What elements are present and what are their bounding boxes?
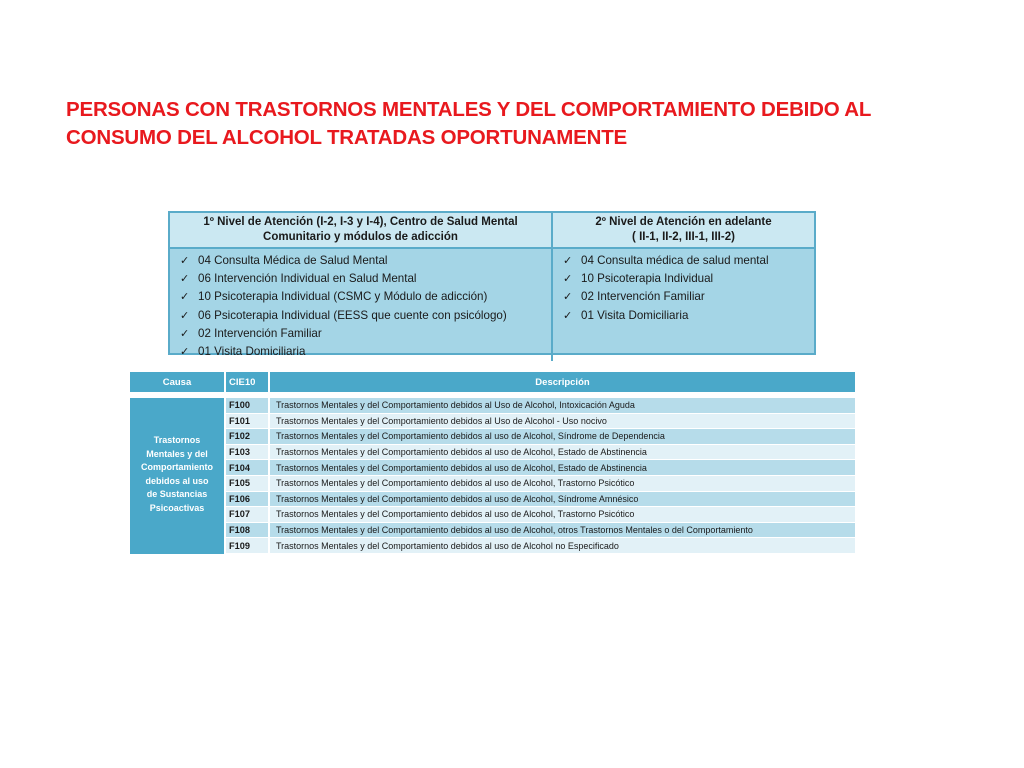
cie10-code: F104 xyxy=(226,460,268,475)
check-icon: ✓ xyxy=(180,291,190,304)
causa-line: Comportamiento xyxy=(141,462,213,472)
second-level-header xyxy=(553,213,814,249)
attention-levels-table xyxy=(168,211,816,359)
check-icon: ✓ xyxy=(563,255,573,267)
causa-line: de Sustancias xyxy=(146,489,208,499)
second-level-list xyxy=(563,252,806,325)
first-level-item xyxy=(180,307,543,325)
first-level-header xyxy=(170,213,553,249)
second-level-item-label: 10 Psicoterapia Individual xyxy=(581,272,714,286)
second-level-item xyxy=(563,288,806,306)
check-icon: ✓ xyxy=(180,327,190,340)
cie10-code: F100 xyxy=(226,398,268,413)
cie10-table-header xyxy=(130,372,855,392)
second-level-item-label: 04 Consulta médica de salud mental xyxy=(581,254,769,267)
first-level-item xyxy=(180,252,543,270)
cie10-table xyxy=(130,372,855,554)
cie10-code: F108 xyxy=(226,523,268,538)
cie10-code: F102 xyxy=(226,429,268,444)
first-level-header-line-1: 1º Nivel de Atención (I-2, I-3 y I-4), Centro de Salud Mental xyxy=(203,216,518,228)
cie10-description: Trastornos Mentales y del Comportamiento debidos al Uso de Alcohol, Intoxicación Aguda xyxy=(270,398,855,413)
check-icon: ✓ xyxy=(180,346,190,359)
first-level-item-label: 06 Intervención Individual en Salud Mental xyxy=(198,272,417,286)
slide-title-line-1: PERSONAS CON TRASTORNOS MENTALES Y DEL COMPORTAMIENTO DEBIDO AL xyxy=(66,98,872,121)
causa-line: debidos al uso xyxy=(145,475,209,486)
causa-cell xyxy=(130,398,224,554)
second-level-item xyxy=(563,252,806,270)
causa-line: Mentales y del xyxy=(146,448,208,459)
causa-line: Trastornos xyxy=(153,435,201,445)
cie10-code: F101 xyxy=(226,414,268,429)
second-level-header-line-2: ( II-1, II-2, III-1, III-2) xyxy=(632,231,735,243)
cie10-code: F106 xyxy=(226,492,268,507)
second-level-body xyxy=(553,249,814,361)
cie10-description: Trastornos Mentales y del Comportamiento debidos al uso de Alcohol, Síndrome Amnésico xyxy=(270,492,855,507)
check-icon: ✓ xyxy=(563,273,573,286)
first-level-item-label: 04 Consulta Médica de Salud Mental xyxy=(198,254,388,267)
first-level-item xyxy=(180,325,543,343)
check-icon: ✓ xyxy=(180,309,190,322)
cie10-code: F103 xyxy=(226,445,268,460)
cie10-code: F109 xyxy=(226,538,268,553)
first-level-item-label: 01 Visita Domiciliaria xyxy=(198,345,306,359)
first-level-header-line-2: Comunitario y módulos de adicción xyxy=(263,231,458,243)
check-icon: ✓ xyxy=(563,291,573,304)
second-level-item-label: 02 Intervención Familiar xyxy=(581,290,705,304)
first-level-item-label: 06 Psicoterapia Individual (EESS que cuente con psicólogo) xyxy=(198,308,507,322)
second-level-header-line-1: 2º Nivel de Atención en adelante xyxy=(595,216,772,228)
cie10-description: Trastornos Mentales y del Comportamiento debidos al uso de Alcohol no Especificado xyxy=(270,538,855,553)
cie10-description: Trastornos Mentales y del Comportamiento debidos al uso de Alcohol, Síndrome de Dependencia xyxy=(270,429,855,444)
cie10-description: Trastornos Mentales y del Comportamiento debidos al uso de Alcohol, Trastorno Psicótico xyxy=(270,476,855,491)
first-level-item xyxy=(180,343,543,361)
cie10-table-body xyxy=(130,398,855,554)
cie10-code: F105 xyxy=(226,476,268,491)
cie10-description: Trastornos Mentales y del Comportamiento debidos al uso de Alcohol, Estado de Abstinencia xyxy=(270,460,855,475)
first-level-item-label: 10 Psicoterapia Individual (CSMC y Módulo de adicción) xyxy=(198,290,488,304)
first-level-list xyxy=(180,252,543,361)
header-causa: Causa xyxy=(130,372,224,392)
second-level-item-label: 01 Visita Domiciliaria xyxy=(581,308,689,322)
check-icon: ✓ xyxy=(180,273,190,286)
check-icon: ✓ xyxy=(180,255,190,267)
causa-line: Psicoactivas xyxy=(149,502,205,513)
cie10-description: Trastornos Mentales y del Comportamiento debidos al uso de Alcohol, Estado de Abstinencia xyxy=(270,445,855,460)
slide-title-line-2: CONSUMO DEL ALCOHOL TRATADAS OPORTUNAMENTE xyxy=(66,126,628,149)
cie10-description: Trastornos Mentales y del Comportamiento debidos al Uso de Alcohol - Uso nocivo xyxy=(270,414,855,429)
second-level-item xyxy=(563,270,806,288)
check-icon: ✓ xyxy=(563,309,573,322)
header-descripcion: Descripción xyxy=(270,372,855,392)
first-level-body xyxy=(170,249,553,361)
first-level-item-label: 02 Intervención Familiar xyxy=(198,326,322,340)
second-level-item xyxy=(563,307,806,325)
cie10-description: Trastornos Mentales y del Comportamiento debidos al uso de Alcohol, Trastorno Psicótico xyxy=(270,507,855,522)
first-level-item xyxy=(180,270,543,288)
cie10-code: F107 xyxy=(226,507,268,522)
slide-title xyxy=(66,96,966,152)
header-cie10: CIE10 xyxy=(226,372,268,392)
first-level-item xyxy=(180,288,543,306)
cie10-description: Trastornos Mentales y del Comportamiento debidos al uso de Alcohol, otros Trastornos Mentales o del Comportamiento xyxy=(270,523,855,538)
